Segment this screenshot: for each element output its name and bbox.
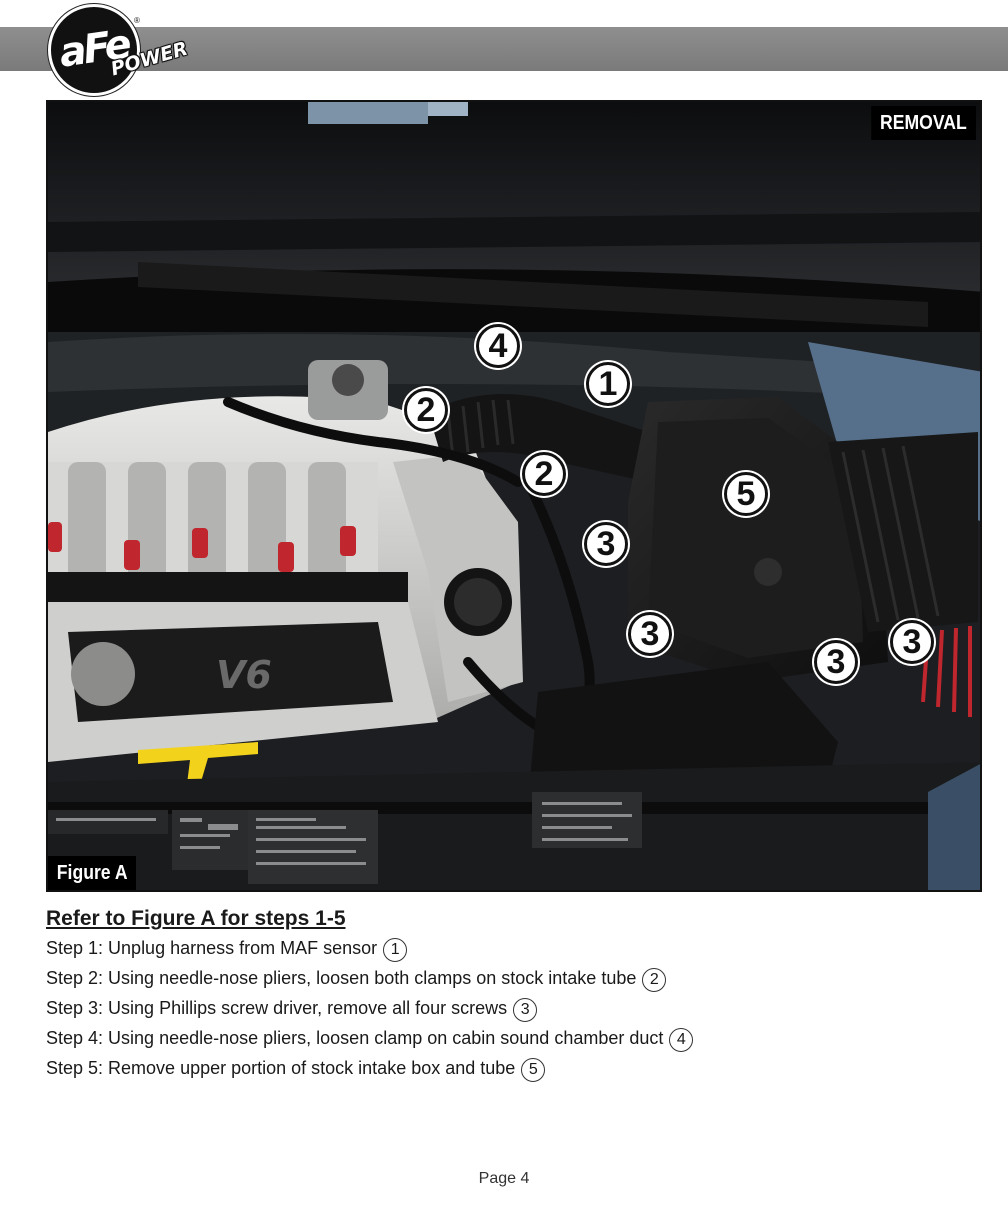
callout-1: 1 (586, 362, 630, 406)
callout-3-upper: 3 (584, 522, 628, 566)
callout-4: 4 (476, 324, 520, 368)
logo-afe-text: aFe (56, 21, 132, 77)
callout-3-left: 3 (628, 612, 672, 656)
callout-2-lower: 2 (522, 452, 566, 496)
step-3-badge: 3 (513, 998, 537, 1022)
engine-bay-illustration (48, 102, 982, 892)
registered-mark: ® (134, 16, 140, 25)
callout-3-right: 3 (890, 620, 934, 664)
callout-2-upper: 2 (404, 388, 448, 432)
step-1 (46, 933, 966, 963)
callout-5: 5 (724, 472, 768, 516)
svg-text:V6: V6 (216, 653, 272, 697)
step-5-badge: 5 (521, 1058, 545, 1082)
step-2 (46, 963, 966, 993)
step-3-text: Step 3: Using Phillips screw driver, remove all four screws (46, 998, 508, 1018)
removal-tag: REMOVAL (872, 106, 976, 140)
figure-label: Figure A (48, 856, 136, 890)
step-2-text: Step 2: Using needle-nose pliers, loosen both clamps on stock intake tube (46, 968, 637, 988)
engine-bay-photo (46, 100, 982, 892)
step-5-text: Step 5: Remove upper portion of stock intake box and tube (46, 1058, 516, 1078)
step-4-text: Step 4: Using needle-nose pliers, loosen clamp on cabin sound chamber duct (46, 1028, 664, 1048)
step-1-badge: 1 (383, 938, 407, 962)
instructions-heading: Refer to Figure A for steps 1-5 (46, 907, 346, 930)
logo-power-text: POWER (108, 37, 191, 81)
step-4 (46, 1023, 966, 1053)
instructions (46, 905, 966, 1083)
step-2-badge: 2 (642, 968, 666, 992)
page-number: Page 4 (478, 1170, 530, 1187)
step-1-text: Step 1: Unplug harness from MAF sensor (46, 938, 378, 958)
step-4-badge: 4 (669, 1028, 693, 1052)
step-5 (46, 1053, 966, 1083)
step-3 (46, 993, 966, 1023)
callout-3-middle: 3 (814, 640, 858, 684)
afe-power-logo (44, 2, 194, 98)
